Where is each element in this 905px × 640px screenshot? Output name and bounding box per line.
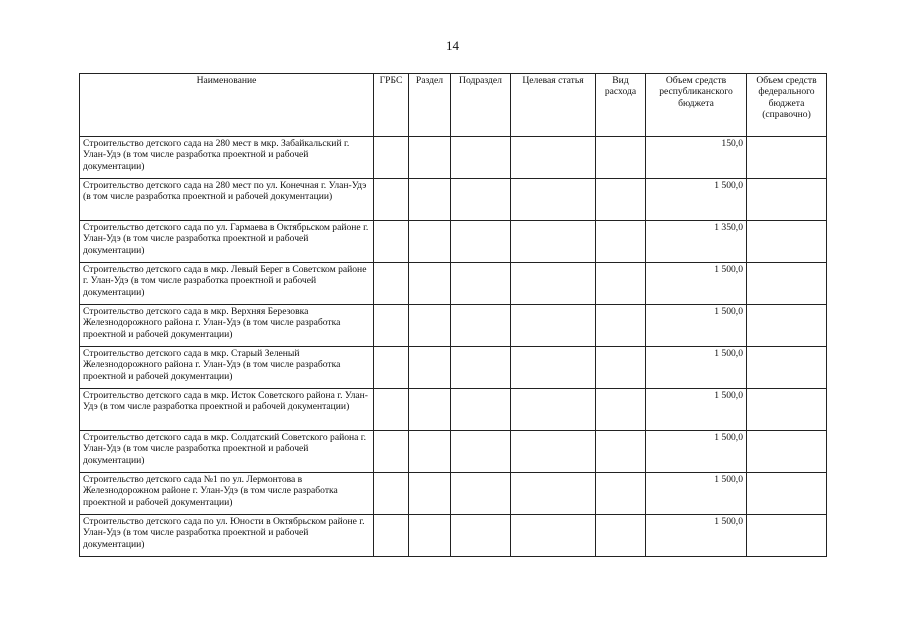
razdel-cell <box>409 431 451 473</box>
header-celevaya-statya: Целевая статья <box>511 74 596 137</box>
table-row <box>80 263 827 305</box>
razdel-cell <box>409 473 451 515</box>
celevaya-cell <box>511 389 596 431</box>
republic-budget-cell: 1 350,0 <box>646 221 747 263</box>
vid-cell <box>596 137 646 179</box>
federal-budget-cell <box>747 305 827 347</box>
row-name-cell: Строительство детского сада в мкр. Старый Зеленый Железнодорожного района г. Улан-Удэ (в том числе разработка проектной и рабочей документации) <box>80 347 374 389</box>
vid-cell <box>596 473 646 515</box>
federal-budget-cell <box>747 347 827 389</box>
grbs-cell <box>374 179 409 221</box>
celevaya-cell <box>511 473 596 515</box>
header-federal-budget: Объем средств федерального бюджета (справочно) <box>747 74 827 137</box>
header-razdel: Раздел <box>409 74 451 137</box>
row-name-cell: Строительство детского сада в мкр. Левый Берег в Советском районе г. Улан-Удэ (в том числе разработка проектной и рабочей документации) <box>80 263 374 305</box>
vid-cell <box>596 515 646 557</box>
table-row <box>80 179 827 221</box>
razdel-cell <box>409 389 451 431</box>
table-row <box>80 137 827 179</box>
celevaya-cell <box>511 263 596 305</box>
celevaya-cell <box>511 137 596 179</box>
celevaya-cell <box>511 431 596 473</box>
podrazdel-cell <box>451 221 511 263</box>
republic-budget-cell: 1 500,0 <box>646 347 747 389</box>
federal-budget-cell <box>747 515 827 557</box>
budget-table <box>79 73 827 557</box>
razdel-cell <box>409 221 451 263</box>
podrazdel-cell <box>451 431 511 473</box>
table-row <box>80 473 827 515</box>
republic-budget-cell: 1 500,0 <box>646 263 747 305</box>
grbs-cell <box>374 389 409 431</box>
vid-cell <box>596 263 646 305</box>
header-podrazdel: Подраздел <box>451 74 511 137</box>
republic-budget-cell: 1 500,0 <box>646 305 747 347</box>
grbs-cell <box>374 263 409 305</box>
header-republic-budget: Объем средств республиканского бюджета <box>646 74 747 137</box>
federal-budget-cell <box>747 179 827 221</box>
row-name-cell: Строительство детского сада по ул. Юности в Октябрьском районе г. Улан-Удэ (в том числе разработка проектной и рабочей документации) <box>80 515 374 557</box>
vid-cell <box>596 431 646 473</box>
celevaya-cell <box>511 305 596 347</box>
vid-cell <box>596 179 646 221</box>
row-name-cell: Строительство детского сада №1 по ул. Лермонтова в Железнодорожном районе г. Улан-Удэ (в том числе разработка проектной и рабочей документации) <box>80 473 374 515</box>
row-name-cell: Строительство детского сада в мкр. Верхняя Березовка Железнодорожного района г. Улан-Удэ (в том числе разработка проектной и рабочей документации) <box>80 305 374 347</box>
row-name-cell: Строительство детского сада в мкр. Солдатский Советского района г. Улан-Удэ (в том числе разработка проектной и рабочей документации) <box>80 431 374 473</box>
row-name-cell: Строительство детского сада на 280 мест в мкр. Забайкальский г. Улан-Удэ (в том числе разработка проектной и рабочей документации) <box>80 137 374 179</box>
podrazdel-cell <box>451 179 511 221</box>
grbs-cell <box>374 305 409 347</box>
razdel-cell <box>409 347 451 389</box>
vid-cell <box>596 389 646 431</box>
razdel-cell <box>409 305 451 347</box>
podrazdel-cell <box>451 389 511 431</box>
celevaya-cell <box>511 515 596 557</box>
federal-budget-cell <box>747 431 827 473</box>
grbs-cell <box>374 515 409 557</box>
republic-budget-cell: 1 500,0 <box>646 431 747 473</box>
vid-cell <box>596 221 646 263</box>
republic-budget-cell: 1 500,0 <box>646 515 747 557</box>
table-row <box>80 347 827 389</box>
grbs-cell <box>374 221 409 263</box>
podrazdel-cell <box>451 263 511 305</box>
podrazdel-cell <box>451 473 511 515</box>
grbs-cell <box>374 431 409 473</box>
table-row <box>80 389 827 431</box>
razdel-cell <box>409 263 451 305</box>
table-header-row <box>80 74 827 137</box>
header-name: Наименование <box>80 74 374 137</box>
table-row <box>80 305 827 347</box>
table-row <box>80 515 827 557</box>
row-name-cell: Строительство детского сада в мкр. Исток Советского района г. Улан-Удэ (в том числе разработка проектной и рабочей документации) <box>80 389 374 431</box>
razdel-cell <box>409 137 451 179</box>
federal-budget-cell <box>747 137 827 179</box>
republic-budget-cell: 1 500,0 <box>646 473 747 515</box>
page-number: 14 <box>446 38 459 53</box>
row-name-cell: Строительство детского сада по ул. Гармаева в Октябрьском районе г. Улан-Удэ (в том числе разработка проектной и рабочей документации) <box>80 221 374 263</box>
celevaya-cell <box>511 179 596 221</box>
grbs-cell <box>374 137 409 179</box>
federal-budget-cell <box>747 473 827 515</box>
razdel-cell <box>409 515 451 557</box>
federal-budget-cell <box>747 389 827 431</box>
republic-budget-cell: 1 500,0 <box>646 179 747 221</box>
federal-budget-cell <box>747 263 827 305</box>
header-grbs: ГРБС <box>374 74 409 137</box>
podrazdel-cell <box>451 137 511 179</box>
republic-budget-cell: 150,0 <box>646 137 747 179</box>
podrazdel-cell <box>451 515 511 557</box>
header-vid-rashoda: Вид расхода <box>596 74 646 137</box>
grbs-cell <box>374 473 409 515</box>
federal-budget-cell <box>747 221 827 263</box>
grbs-cell <box>374 347 409 389</box>
republic-budget-cell: 1 500,0 <box>646 389 747 431</box>
celevaya-cell <box>511 347 596 389</box>
razdel-cell <box>409 179 451 221</box>
row-name-cell: Строительство детского сада на 280 мест по ул. Конечная г. Улан-Удэ (в том числе разработка проектной и рабочей документации) <box>80 179 374 221</box>
vid-cell <box>596 305 646 347</box>
table-row <box>80 221 827 263</box>
vid-cell <box>596 347 646 389</box>
table-row <box>80 431 827 473</box>
podrazdel-cell <box>451 347 511 389</box>
podrazdel-cell <box>451 305 511 347</box>
celevaya-cell <box>511 221 596 263</box>
